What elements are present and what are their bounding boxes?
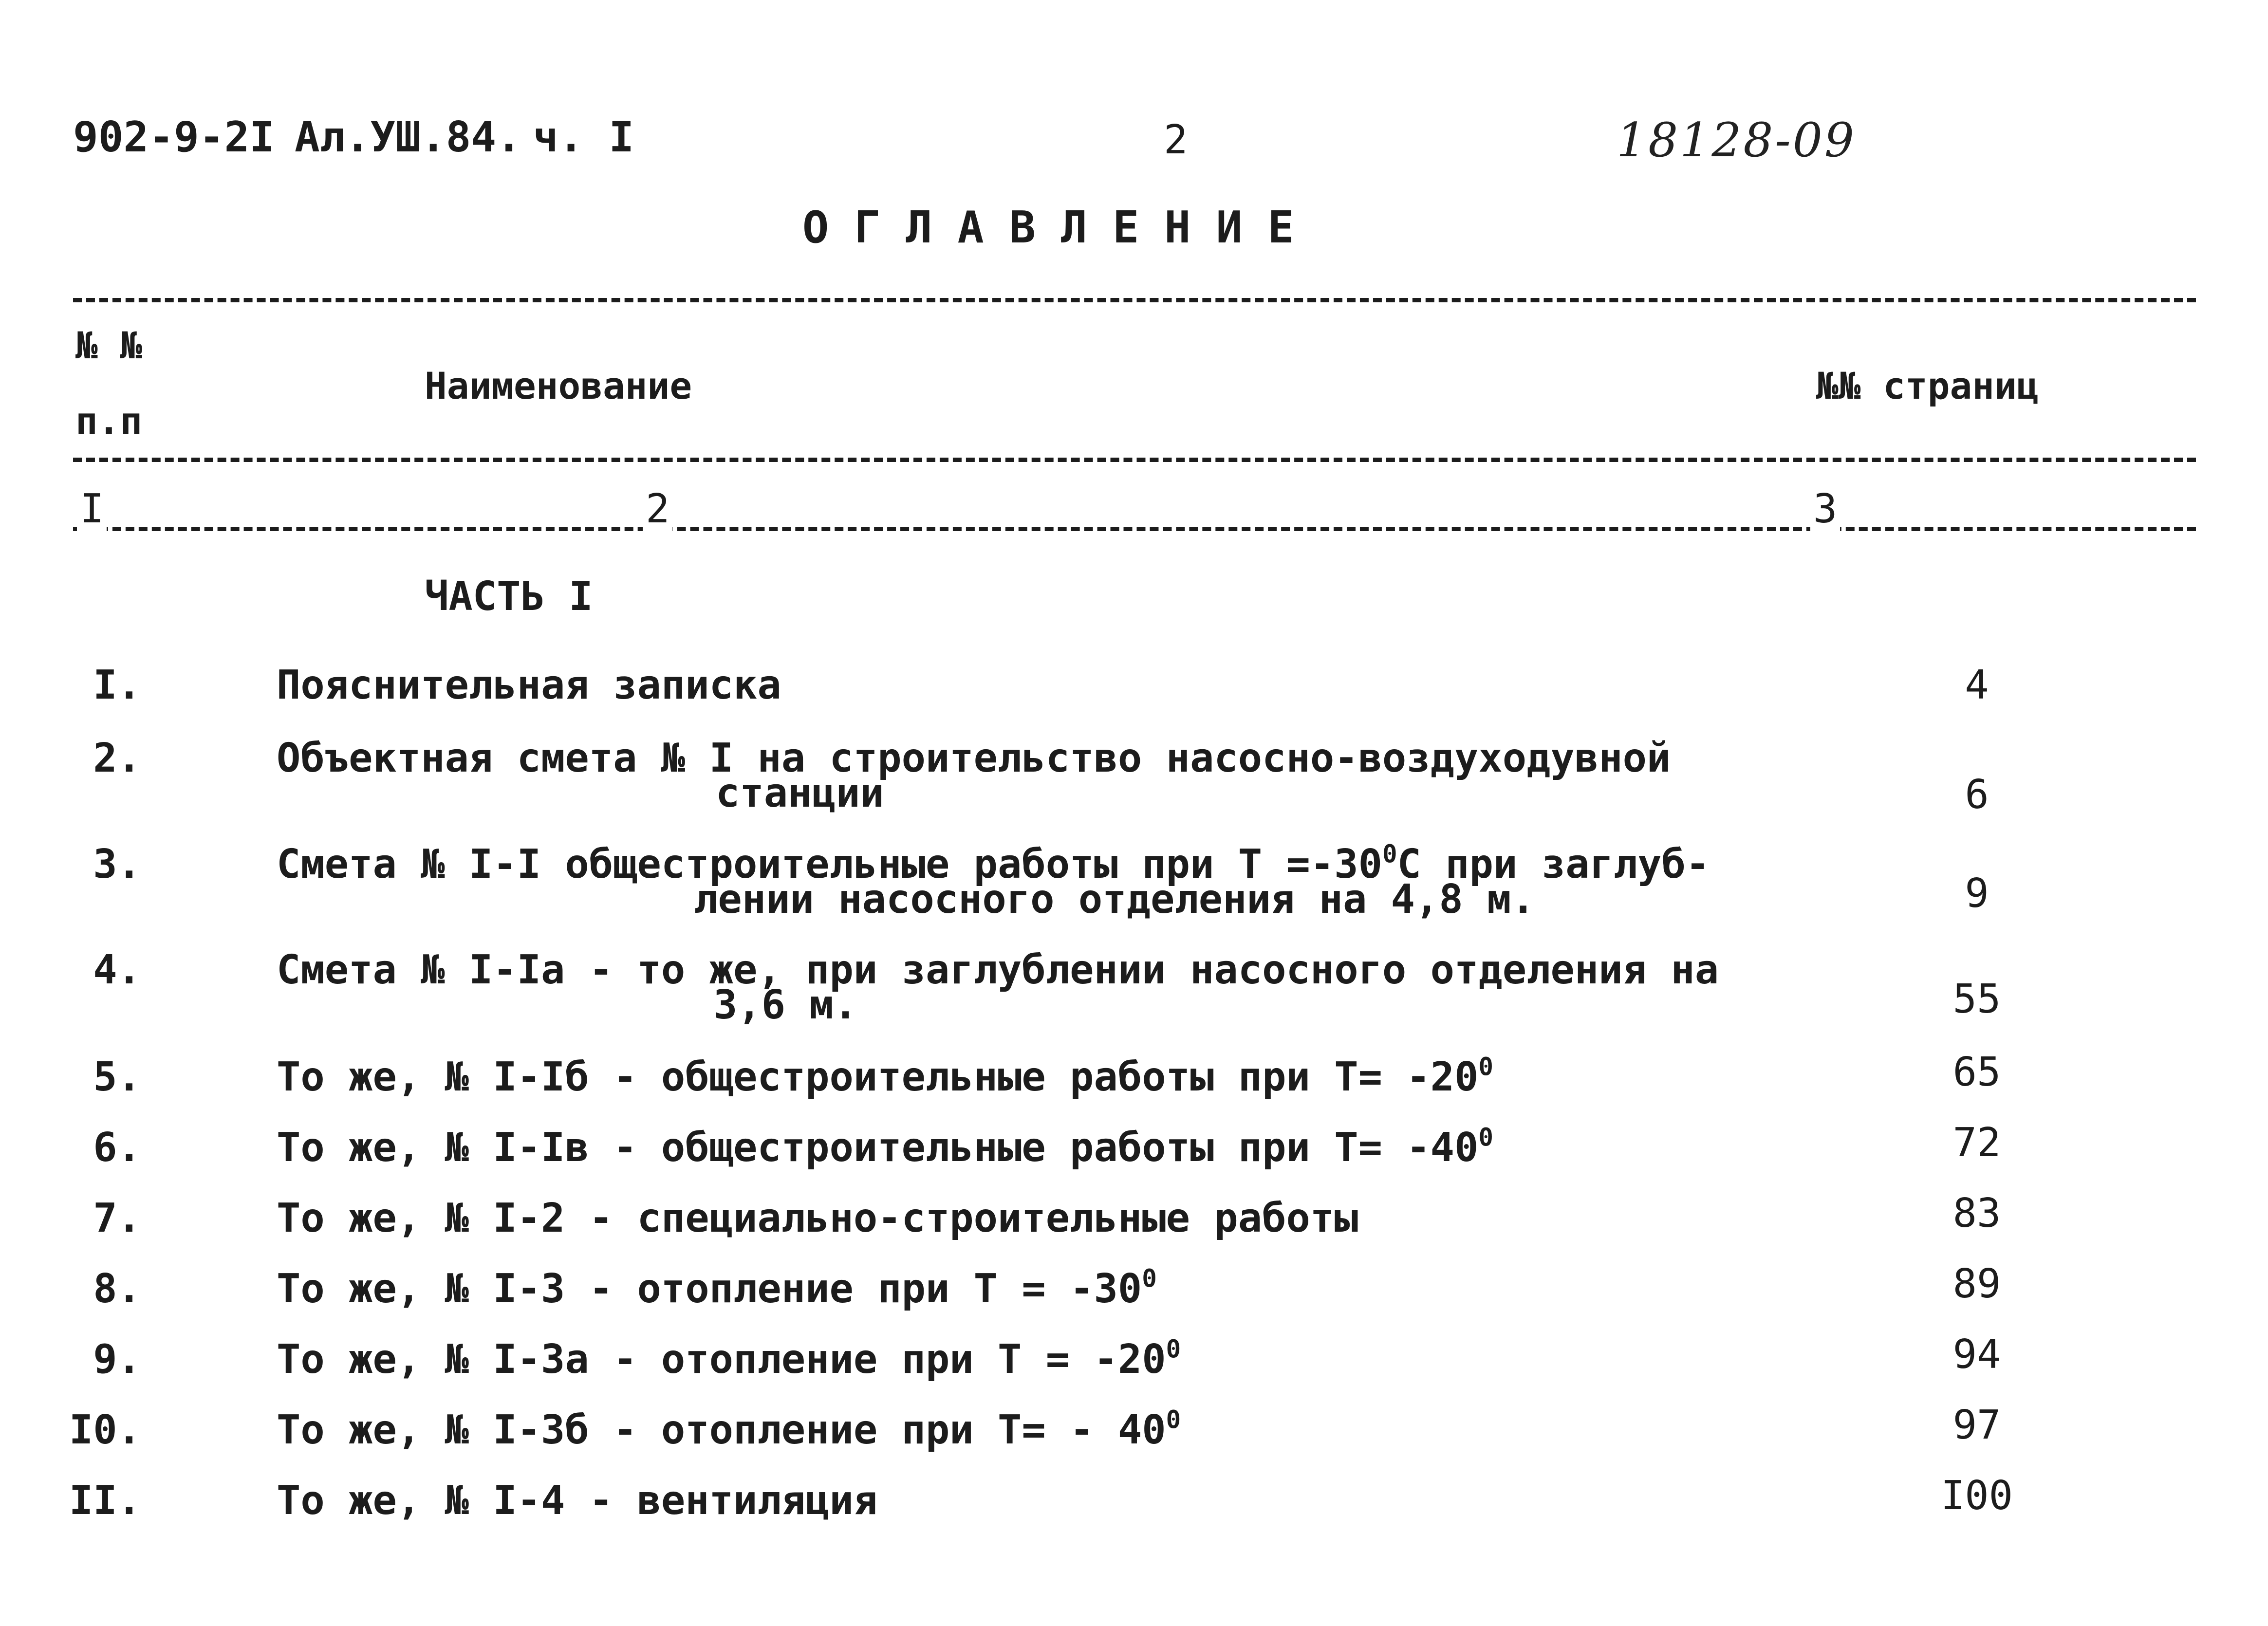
page-number: 2 <box>1164 117 1188 163</box>
toc-item-title: То же, № I-2 - специально-строительные работы <box>277 1195 1358 1241</box>
toc-item-number: 4. <box>93 947 141 993</box>
toc-item-number: 5. <box>93 1054 141 1100</box>
toc-item-title: То же, № I-3б - отопление при $Т= - 40^0$ <box>277 1405 1181 1453</box>
toc-item-number: 2. <box>93 735 141 781</box>
column-number-1: I <box>77 486 107 532</box>
toc-item-title: То же, № I-Iб - общестроительные работы при $Т= -20^0$ <box>277 1052 1494 1100</box>
album-number: Ал.УШ.84. <box>295 113 521 162</box>
handwritten-inventory-number: 18128-09 <box>1617 113 1856 167</box>
toc-item-page: 65 <box>1952 1049 2001 1095</box>
toc-item-title: То же, № I-3 - отопление при $Т = -30^0$ <box>277 1264 1157 1312</box>
column-header-number-line1: № № <box>75 324 143 367</box>
toc-item-title: Объектная смета № I на строительство насосно-воздуходувной <box>277 735 1671 781</box>
toc-item-number: 3. <box>93 841 141 887</box>
dashed-rule-top <box>73 298 2196 302</box>
toc-title: ОГЛАВЛЕНИЕ <box>802 202 1320 253</box>
toc-item-page: 4 <box>1965 662 1989 708</box>
toc-item-number: I. <box>93 662 141 708</box>
toc-item-page: I00 <box>1940 1473 2013 1519</box>
toc-item-number: II. <box>69 1478 141 1524</box>
column-number-2: 2 <box>643 486 672 532</box>
toc-item-page: 94 <box>1952 1331 2001 1378</box>
toc-item-number: 7. <box>93 1195 141 1241</box>
toc-item-number: 8. <box>93 1266 141 1312</box>
part-number: ч. I <box>533 113 634 162</box>
column-header-pages: №№ страниц <box>1816 364 2039 407</box>
document-code: 902-9-2I <box>73 113 275 162</box>
dashed-rule-bottom <box>73 527 2196 531</box>
column-header-number-line2: п.п <box>75 399 143 443</box>
toc-item-title-continued: 3,6 м. <box>713 982 858 1028</box>
column-number-3: 3 <box>1810 486 1840 532</box>
toc-item-page: 6 <box>1965 772 1989 818</box>
part-label: ЧАСТЬ I <box>425 573 593 620</box>
toc-item-title: Смета № I-Iа - то же, при заглублении насосного отделения на <box>277 947 1719 993</box>
dashed-rule-middle <box>73 458 2196 462</box>
toc-item-page: 83 <box>1952 1190 2001 1237</box>
toc-item-title: Пояснительная записка <box>277 662 781 708</box>
column-header-name: Наименование <box>425 364 692 407</box>
toc-item-page: 9 <box>1965 870 1989 917</box>
toc-item-title-continued: лении насосного отделения на 4,8 м. <box>694 876 1535 923</box>
toc-item-title: То же, № I-Iв - общестроительные работы при $Т= -40^0$ <box>277 1123 1494 1171</box>
toc-item-title: То же, № I-3а - отопление при $Т = -20^0$ <box>277 1334 1181 1383</box>
toc-item-number: 6. <box>93 1125 141 1171</box>
toc-item-page: 89 <box>1952 1261 2001 1307</box>
toc-item-number: I0. <box>69 1407 141 1453</box>
toc-item-title-continued: станции <box>716 770 884 816</box>
toc-item-page: 55 <box>1952 976 2001 1022</box>
toc-item-title: Смета № I-I общестроительные работы при $Т =-30^0С$ при заглуб- <box>277 839 1710 887</box>
toc-item-number: 9. <box>93 1336 141 1383</box>
toc-item-page: 72 <box>1952 1120 2001 1166</box>
toc-item-page: 97 <box>1952 1402 2001 1448</box>
toc-item-title: То же, № I-4 - вентиляция <box>277 1478 878 1524</box>
